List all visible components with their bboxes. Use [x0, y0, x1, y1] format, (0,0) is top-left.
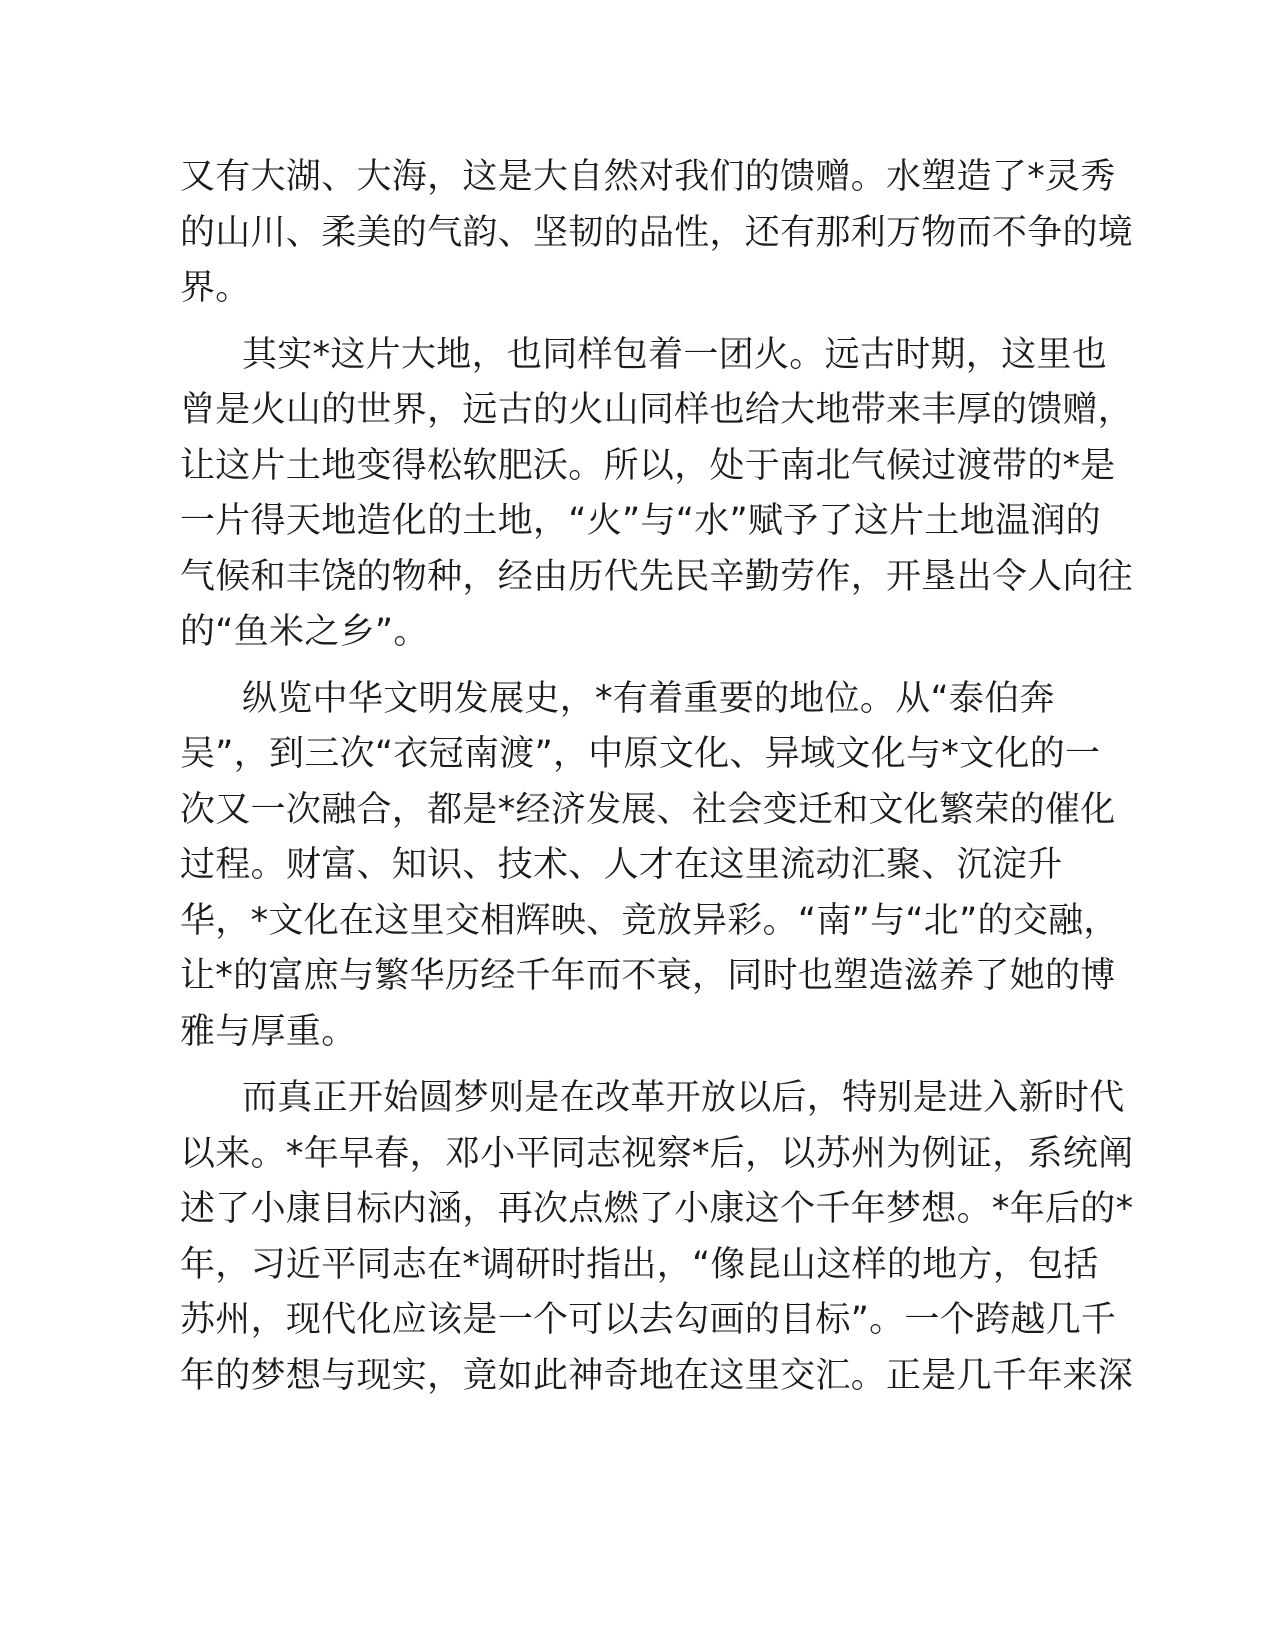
text-line: 让这片土地变得松软肥沃。所以，处于南北气候过渡带的*是	[180, 445, 1116, 486]
text-line: 年，习近平同志在*调研时指出，“像昆山这样的地方，包括	[180, 1244, 1099, 1285]
text-line: 的“鱼米之乡”。	[180, 612, 429, 652]
document-body	[180, 150, 1134, 1404]
text-line: 雅与厚重。	[180, 1011, 357, 1052]
text-line: 而真正开始圆梦则是在改革开放以后，特别是进入新时代	[242, 1078, 1125, 1118]
text-line: 让*的富庶与繁华历经千年而不衰，同时也塑造滋养了她的博	[180, 956, 1116, 996]
paragraph	[180, 328, 1134, 661]
text-line: 的山川、柔美的气韵、坚韧的品性，还有那利万物而不争的境	[180, 212, 1134, 253]
paragraph-spacing	[180, 1060, 1040, 1071]
text-line: 吴”，到三次“衣冠南渡”，中原文化、异域文化与*文化的一	[180, 734, 1101, 774]
text-line: 气候和丰饶的物种，经由历代先民辛勤劳作，开垦出令人向往	[180, 556, 1134, 597]
text-line: 曾是火山的世界，远古的火山同样也给大地带来丰厚的馈赠，	[180, 390, 1134, 430]
text-line: 以来。*年早春，邓小平同志视察*后，以苏州为例证，系统阐	[180, 1133, 1134, 1174]
text-line: 年的梦想与现实，竟如此神奇地在这里交汇。正是几千年来深	[180, 1355, 1134, 1396]
text-line: 次又一次融合，都是*经济发展、社会变迁和文化繁荣的催化	[180, 789, 1116, 830]
text-line: 过程。财富、知识、技术、人才在这里流动汇聚、沉淀升	[180, 845, 1063, 885]
paragraph-spacing	[180, 661, 1040, 672]
text-line: 纵览中华文明发展史，*有着重要的地位。从“泰伯奔	[242, 678, 1055, 719]
paragraph	[180, 1071, 1134, 1404]
paragraph-spacing	[180, 317, 1040, 328]
text-line: 又有大湖、大海，这是大自然对我们的馈赠。水塑造了*灵秀	[180, 157, 1116, 197]
text-line: 苏州，现代化应该是一个可以去勾画的目标”。一个跨越几千	[180, 1300, 1117, 1340]
text-line: 一片得天地造化的土地，“火”与“水”赋予了这片土地温润的	[180, 501, 1101, 541]
paragraph	[180, 672, 1119, 1061]
text-line: 华，*文化在这里交相辉映、竞放异彩。“南”与“北”的交融，	[180, 900, 1119, 941]
text-line: 述了小康目标内涵，再次点燃了小康这个千年梦想。*年后的*	[180, 1189, 1134, 1229]
text-line: 界。	[180, 268, 251, 308]
paragraph	[180, 150, 1134, 317]
text-line: 其实*这片大地，也同样包着一团火。远古时期，这里也	[242, 334, 1108, 375]
